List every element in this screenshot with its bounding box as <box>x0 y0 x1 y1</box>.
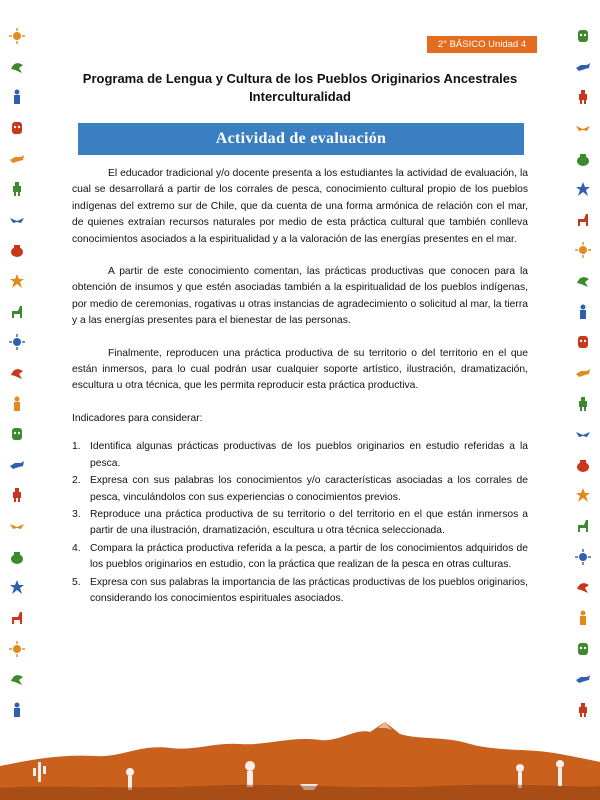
bird-icon <box>575 579 591 595</box>
sun-icon <box>9 28 25 44</box>
bird-icon <box>9 671 25 687</box>
footer-landscape-illustration <box>0 714 600 800</box>
bird-icon <box>575 273 591 289</box>
list-text: Expresa con sus palabras la importancia de las prácticas productivas de los pueblos originarios, considerando los conocimientos espirituales asociados. <box>90 576 528 604</box>
indicators-list <box>72 439 528 607</box>
condor-icon <box>9 518 25 534</box>
list-number: 2. <box>72 475 81 487</box>
llama-icon <box>9 610 25 626</box>
warrior-icon <box>575 89 591 105</box>
program-subtitle: Interculturalidad <box>249 89 351 104</box>
bird-icon <box>9 365 25 381</box>
list-item <box>72 541 528 574</box>
list-item <box>72 473 528 506</box>
llama-icon <box>575 212 591 228</box>
list-text: Compara la práctica productiva referida a la pesca, a partir de los conocimientos adquiridos de los pueblos originarios en estudio, con la práctica que realizan de la pesca en otras culturas. <box>90 542 528 571</box>
figure-icon <box>9 89 25 105</box>
star-icon <box>9 579 25 595</box>
condor-icon <box>9 212 25 228</box>
list-text: Expresa con sus palabras los conocimientos y/o características asociadas a los corrales de pesca, vinculándolos con sus experiencias o conocimientos previos. <box>90 475 528 503</box>
mask-icon <box>575 334 591 350</box>
pot-icon <box>575 457 591 473</box>
indicators-label: Indicadores para considerar: <box>72 412 203 424</box>
list-text: Identifica algunas prácticas productivas de los pueblos originarios en estudio referidas a la pesca. <box>90 441 528 469</box>
left-ornament-border <box>4 28 30 718</box>
figure-icon <box>575 610 591 626</box>
paragraph: A partir de este conocimiento comentan, las prácticas productivas que conocen para la obtención de insumos y que estén asociadas también a la espiritualidad de los pueblos indígenas, por medio de ceremonias, rogativas u otras instancias de agradecimiento o solicitud al mar, la tierra y a las energías presentes para el bienestar de las personas. <box>72 266 528 327</box>
pot-icon <box>575 151 591 167</box>
fox-icon <box>575 671 591 687</box>
paragraph: El educador tradicional y/o docente presenta a los estudiantes la actividad de evaluación, la cual se desarrollará a partir de los corrales de pesca, conocimiento cultural propio de los pueblos indígenas del extremo sur de Chile, que da cuenta de una forma armónica de relación con el mar, de quienes extraían recursos naturales por medio de esta práctica cultural que también conlleva conocimientos asociados a la espiritualidad y a la valoración de las energías presentes en el mar. <box>72 168 528 245</box>
list-number: 3. <box>72 508 81 520</box>
warrior-icon <box>9 181 25 197</box>
sun-icon <box>575 549 591 565</box>
star-icon <box>9 273 25 289</box>
list-number: 4. <box>72 542 81 554</box>
grade-unit-badge: 2° BÁSICO Unidad 4 <box>427 36 537 53</box>
fox-icon <box>575 59 591 75</box>
list-item <box>72 507 528 540</box>
list-number: 1. <box>72 441 81 453</box>
mask-icon <box>9 120 25 136</box>
warrior-icon <box>575 396 591 412</box>
star-icon <box>575 487 591 503</box>
list-item <box>72 439 528 472</box>
paragraph: Finalmente, reproducen una práctica productiva de su territorio o del territorio en el que están inmersos, para lo cual podrán usar cualquier soporte artístico, ilustración, dramatización, escultura u otra técnica, que les permita reproducir esta práctica productiva. <box>72 347 528 392</box>
pot-icon <box>9 242 25 258</box>
star-icon <box>575 181 591 197</box>
page-header <box>60 70 540 106</box>
pot-icon <box>9 549 25 565</box>
warrior-icon <box>9 487 25 503</box>
list-item <box>72 575 528 608</box>
main-content <box>72 166 528 608</box>
fox-icon <box>9 457 25 473</box>
figure-icon <box>575 304 591 320</box>
bird-icon <box>9 59 25 75</box>
list-text: Reproduce una práctica productiva de su territorio o del territorio en el que están inmersos a partir de una ilustración, dramatización, escultura u otra técnica seleccionada. <box>90 508 528 537</box>
sun-icon <box>9 334 25 350</box>
mask-icon <box>9 426 25 442</box>
fox-icon <box>575 365 591 381</box>
mask-icon <box>575 641 591 657</box>
llama-icon <box>575 518 591 534</box>
list-number: 5. <box>72 576 81 588</box>
condor-icon <box>575 426 591 442</box>
sun-icon <box>575 242 591 258</box>
condor-icon <box>575 120 591 136</box>
mask-icon <box>575 28 591 44</box>
fox-icon <box>9 151 25 167</box>
llama-icon <box>9 304 25 320</box>
figure-icon <box>9 396 25 412</box>
program-title: Programa de Lengua y Cultura de los Pueblos Originarios Ancestrales <box>82 71 518 86</box>
right-ornament-border <box>570 28 596 718</box>
sun-icon <box>9 641 25 657</box>
activity-banner: Actividad de evaluación <box>78 123 524 155</box>
